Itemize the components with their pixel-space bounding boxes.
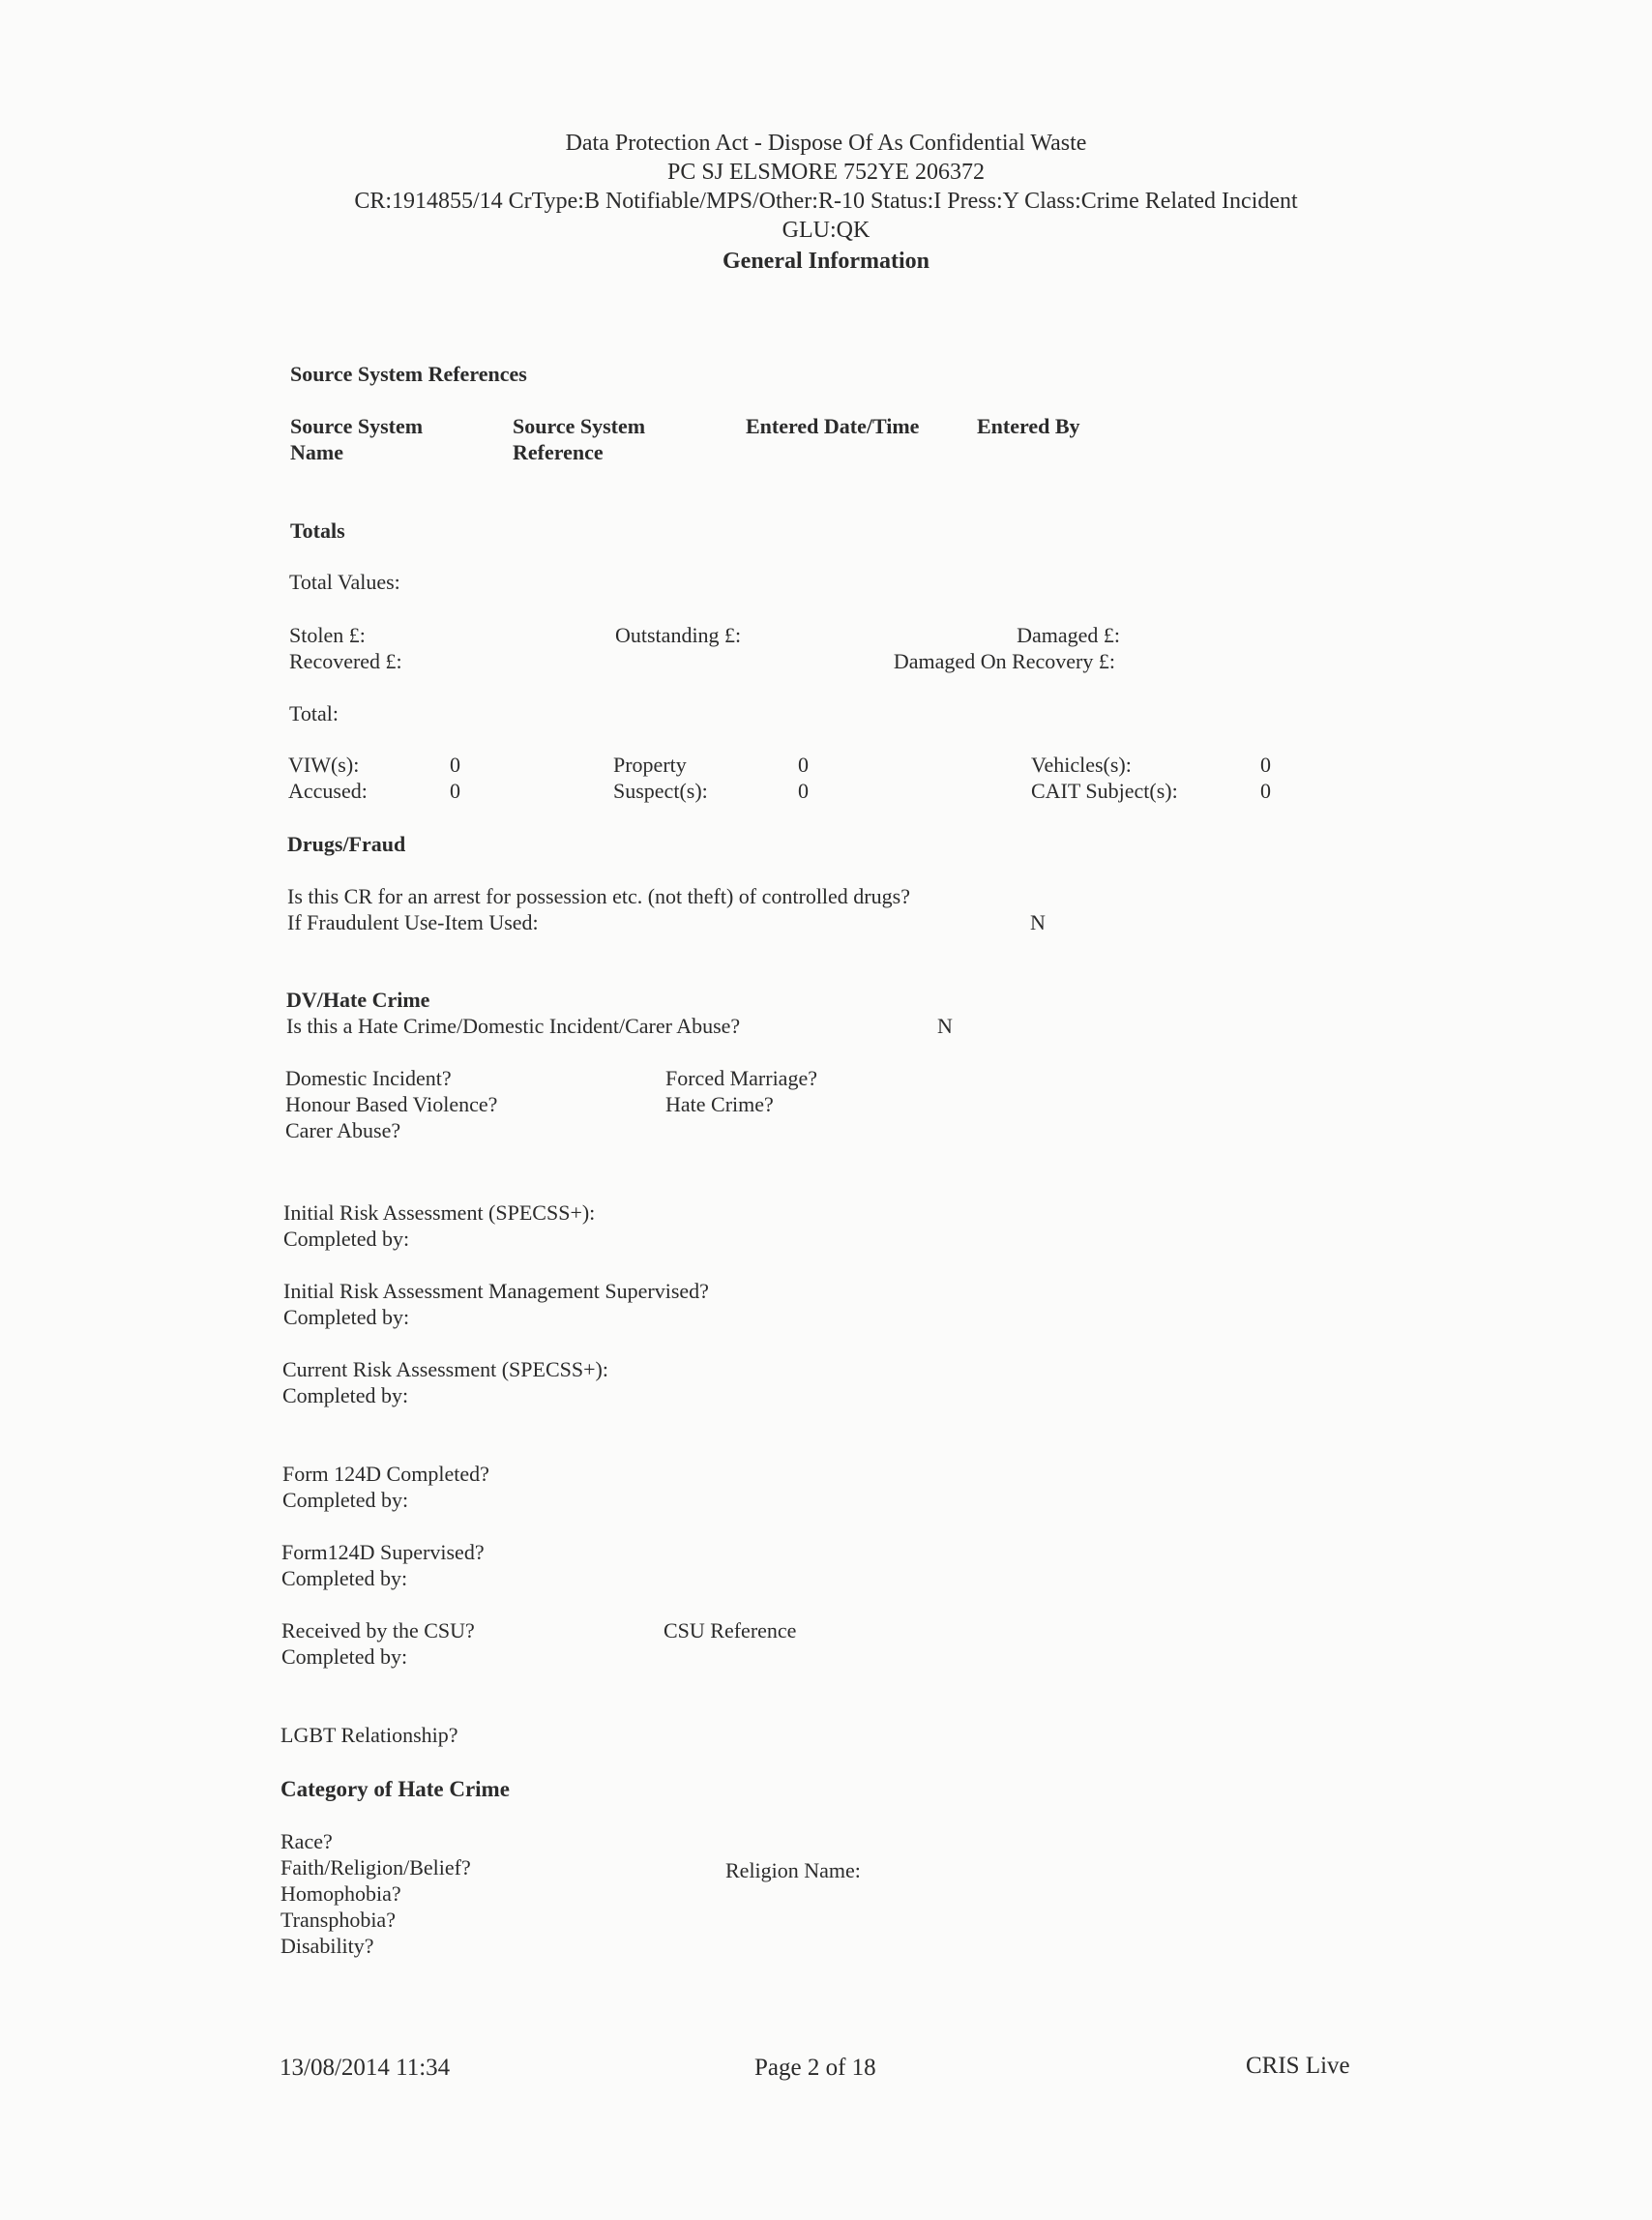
source-system-name-header-1: Source System (290, 414, 424, 438)
header-line-3: CR:1914855/14 CrType:B Notifiable/MPS/Other:R-10 Status:I Press:Y Class:Crime Related Incident (354, 189, 1298, 214)
totals-heading: Totals (290, 518, 345, 543)
faith-religion-belief-label: Faith/Religion/Belief? (280, 1855, 471, 1880)
drugs-fraud-heading: Drugs/Fraud (287, 832, 406, 856)
drugs-question: Is this CR for an arrest for possession etc. (not theft) of controlled drugs? (287, 884, 910, 908)
current-risk-assessment-label: Current Risk Assessment (SPECSS+): (282, 1357, 608, 1381)
total-label: Total: (289, 701, 339, 725)
viw-label: VIW(s): (288, 753, 360, 777)
honour-based-violence-label: Honour Based Violence? (285, 1092, 498, 1116)
fraudulent-use-value: N (1030, 910, 1046, 934)
forced-marriage-label: Forced Marriage? (665, 1066, 817, 1090)
suspect-label: Suspect(s): (613, 779, 708, 803)
accused-label: Accused: (288, 779, 368, 803)
race-label: Race? (280, 1829, 333, 1853)
lgbt-relationship-label: LGBT Relationship? (280, 1723, 458, 1747)
hate-crime-question: Is this a Hate Crime/Domestic Incident/Carer Abuse? (286, 1014, 741, 1038)
domestic-incident-label: Domestic Incident? (285, 1066, 452, 1090)
initial-risk-management-label: Initial Risk Assessment Management Supervised? (283, 1279, 709, 1303)
source-system-ref-header-2: Reference (513, 440, 604, 464)
form-124d-supervised-completed-by: Completed by: (281, 1566, 408, 1590)
page-title: General Information (723, 249, 929, 274)
religion-name-label: Religion Name: (725, 1858, 861, 1882)
footer-page-number: Page 2 of 18 (754, 2055, 876, 2081)
initial-risk-completed-by: Completed by: (283, 1227, 410, 1251)
current-risk-completed-by: Completed by: (282, 1383, 409, 1407)
entered-datetime-header: Entered Date/Time (746, 414, 920, 438)
transphobia-label: Transphobia? (280, 1908, 396, 1932)
cait-subject-value: 0 (1260, 779, 1271, 803)
cait-subject-label: CAIT Subject(s): (1031, 779, 1178, 803)
csu-reference-label: CSU Reference (664, 1618, 797, 1643)
footer-datetime: 13/08/2014 11:34 (280, 2055, 451, 2081)
damaged-on-recovery-label: Damaged On Recovery £: (893, 649, 1115, 673)
hate-crime-label: Hate Crime? (665, 1092, 774, 1116)
outstanding-label: Outstanding £: (615, 623, 742, 647)
total-values-label: Total Values: (289, 570, 400, 594)
disability-label: Disability? (280, 1934, 374, 1958)
header-line-1: Data Protection Act - Dispose Of As Confidential Waste (565, 131, 1087, 156)
form-124d-supervised-label: Form124D Supervised? (281, 1540, 485, 1564)
homophobia-label: Homophobia? (280, 1881, 401, 1906)
vehicles-label: Vehicles(s): (1031, 753, 1132, 777)
carer-abuse-label: Carer Abuse? (285, 1118, 401, 1142)
recovered-label: Recovered £: (289, 649, 402, 673)
accused-value: 0 (450, 779, 460, 803)
initial-risk-assessment-label: Initial Risk Assessment (SPECSS+): (283, 1200, 596, 1225)
property-value: 0 (798, 753, 809, 777)
header-line-2: PC SJ ELSMORE 752YE 206372 (666, 160, 986, 185)
received-by-csu-label: Received by the CSU? (281, 1618, 475, 1643)
csu-completed-by: Completed by: (281, 1644, 408, 1669)
damaged-label: Damaged £: (1017, 623, 1120, 647)
form-124d-completed-by: Completed by: (282, 1488, 409, 1512)
fraudulent-use-label: If Fraudulent Use-Item Used: (287, 910, 539, 934)
dv-hate-crime-heading: DV/Hate Crime (286, 988, 430, 1012)
viw-value: 0 (450, 753, 460, 777)
source-system-ref-header-1: Source System (513, 414, 646, 438)
property-label: Property (613, 753, 687, 777)
entered-by-header: Entered By (977, 414, 1080, 438)
initial-risk-management-completed-by: Completed by: (283, 1305, 410, 1329)
vehicles-value: 0 (1260, 753, 1271, 777)
form-124d-completed-label: Form 124D Completed? (282, 1462, 489, 1486)
hate-crime-question-value: N (937, 1014, 953, 1038)
stolen-label: Stolen £: (289, 623, 366, 647)
source-system-name-header-2: Name (290, 440, 343, 464)
category-hate-crime-heading: Category of Hate Crime (280, 1777, 510, 1801)
source-refs-heading: Source System References (290, 362, 527, 386)
suspect-value: 0 (798, 779, 809, 803)
footer-system-name: CRIS Live (1246, 2053, 1350, 2079)
header-line-4: GLU:QK (782, 218, 870, 243)
